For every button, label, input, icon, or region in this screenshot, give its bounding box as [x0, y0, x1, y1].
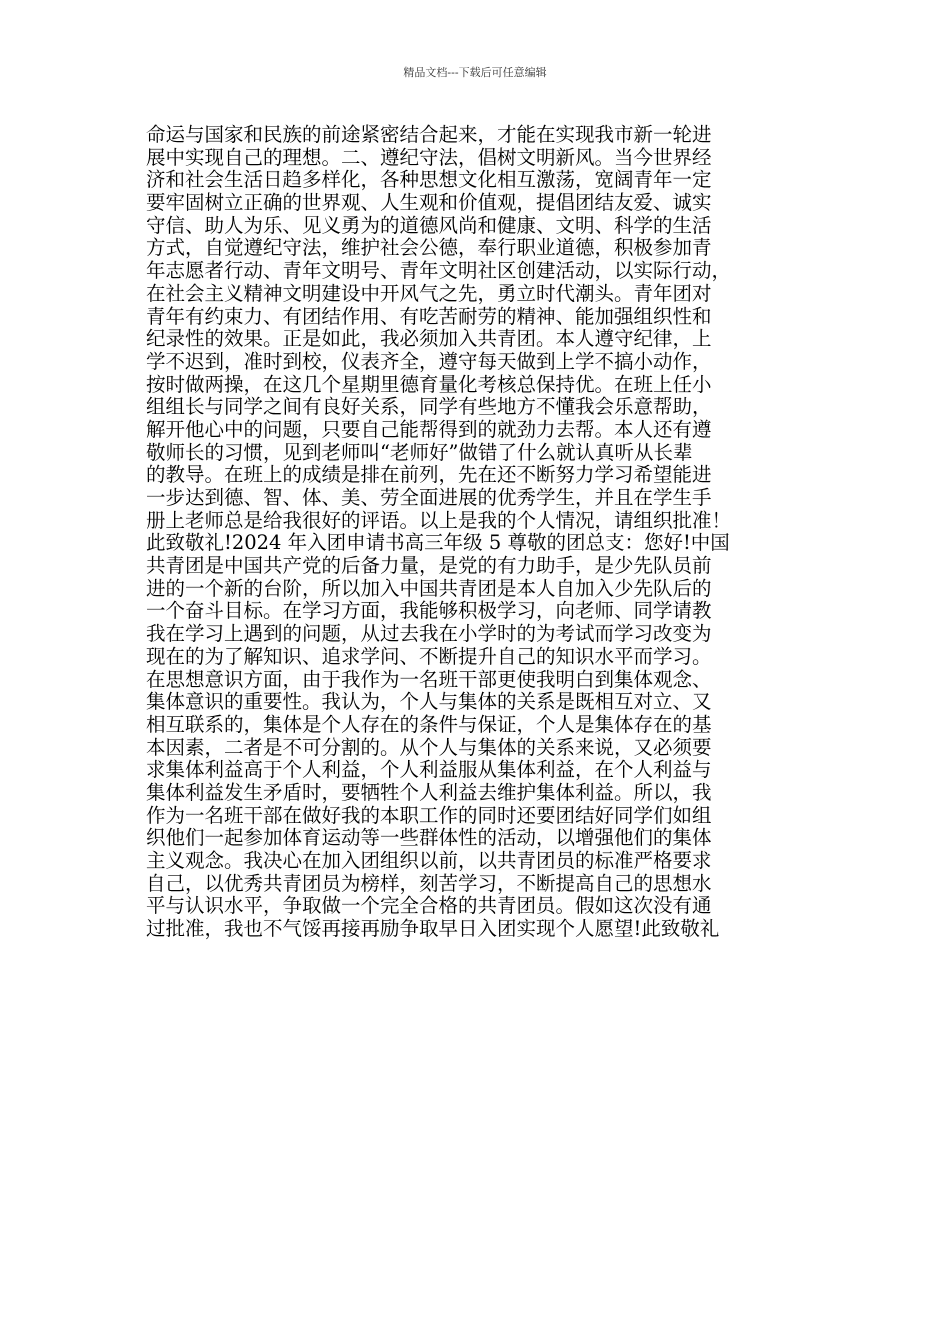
text-line: 集体意识的重要性。我认为，个人与集体的关系是既相互对立、又: [146, 691, 712, 714]
text-line: 共青团是中国共产党的后备力量，是党的有力助手，是少先队员前: [146, 555, 712, 578]
text-line: 织他们一起参加体育运动等一些群体性的活动，以增强他们的集体: [146, 827, 712, 850]
text-line: 现在的为了解知识、追求学问、不断提升自己的知识水平而学习。: [146, 645, 712, 668]
text-line: 解开他心中的问题，只要自己能帮得到的就劲力去帮。本人还有遵: [146, 418, 712, 441]
text-line: 命运与国家和民族的前途紧密结合起来，才能在实现我市新一轮进: [146, 124, 712, 146]
text-line: 在思想意识方面，由于我作为一名班干部更使我明白到集体观念、: [146, 668, 712, 691]
text-line: 进的一个新的台阶，所以加入中国共青团是本人自加入少先队后的: [146, 577, 712, 600]
text-line: 一个奋斗目标。在学习方面，我能够积极学习，向老师、同学请教: [146, 600, 712, 623]
text-line: 展中实现自己的理想。二、遵纪守法，倡树文明新风。当今世界经: [146, 146, 712, 169]
text-line: 此致敬礼!2024 年入团申请书高三年级 5 尊敬的团总支：您好!中国: [146, 532, 730, 555]
text-line: 学不迟到，准时到校，仪表齐全，遵守每天做到上学不搞小动作，: [146, 350, 712, 373]
text-line: 济和社会生活日趋多样化，各种思想文化相互激荡，宽阔青年一定: [146, 169, 712, 192]
text-line: 纪录性的效果。正是如此，我必须加入共青团。本人遵守纪律，上: [146, 328, 712, 351]
text-line: 相互联系的，集体是个人存在的条件与保证，个人是集体存在的基: [146, 713, 712, 736]
text-line: 按时做两操，在这几个星期里德育量化考核总保持优。在班上任小: [146, 373, 712, 396]
text-line: 一步达到德、智、体、美、劳全面进展的优秀学生，并且在学生手: [146, 487, 712, 509]
text-line: 自己，以优秀共青团员为榜样，刻苦学习，不断提高自己的思想水: [146, 872, 712, 895]
text-line: 在社会主义精神文明建设中开风气之先，勇立时代潮头。青年团对: [146, 282, 712, 305]
text-line: 敬师长的习惯，见到老师叫“老师好”做错了什么就认真听从长辈: [146, 441, 693, 464]
text-line: 要牢固树立正确的世界观、人生观和价值观，提倡团结友爱、诚实: [146, 192, 712, 215]
text-line: 青年有约束力、有团结作用、有吃苦耐劳的精神、能加强组织性和: [146, 305, 712, 328]
text-line: 年志愿者行动、青年文明号、青年文明社区创建活动，以实际行动，: [146, 260, 732, 283]
text-line: 方式，自觉遵纪守法，维护社会公德，奉行职业道德，积极参加青: [146, 237, 712, 260]
text-line: 主义观念。我决心在加入团组织以前，以共青团员的标准严格要求: [146, 850, 712, 872]
text-line: 我在学习上遇到的问题，从过去我在小学时的为考试而学习改变为: [146, 623, 712, 646]
text-line: 守信、助人为乐、见义勇为的道德风尚和健康、文明、科学的生活: [146, 214, 712, 237]
text-line: 组组长与同学之间有良好关系，同学有些地方不懂我会乐意帮助，: [146, 396, 712, 419]
page-header: 精品文档---下载后可任意编辑: [403, 66, 547, 79]
text-line: 本因素，二者是不可分割的。从个人与集体的关系来说，又必须要: [146, 736, 712, 759]
document-body: [146, 124, 814, 941]
text-line: 册上老师总是给我很好的评语。以上是我的个人情况，请组织批准！: [146, 509, 732, 532]
text-line: 的教导。在班上的成绩是排在前列，先在还不断努力学习希望能进: [146, 464, 712, 487]
text-line: 过批准，我也不气馁再接再励争取早日入团实现个人愿望!此致敬礼: [146, 918, 720, 941]
text-line: 集体利益发生矛盾时，要牺牲个人利益去维护集体利益。所以，我: [146, 781, 712, 804]
text-line: 平与认识水平，争取做一个完全合格的共青团员。假如这次没有通: [146, 895, 712, 918]
text-line: 作为一名班干部在做好我的本职工作的同时还要团结好同学们如组: [146, 804, 712, 827]
text-line: 求集体利益高于个人利益，个人利益服从集体利益，在个人利益与: [146, 759, 712, 782]
